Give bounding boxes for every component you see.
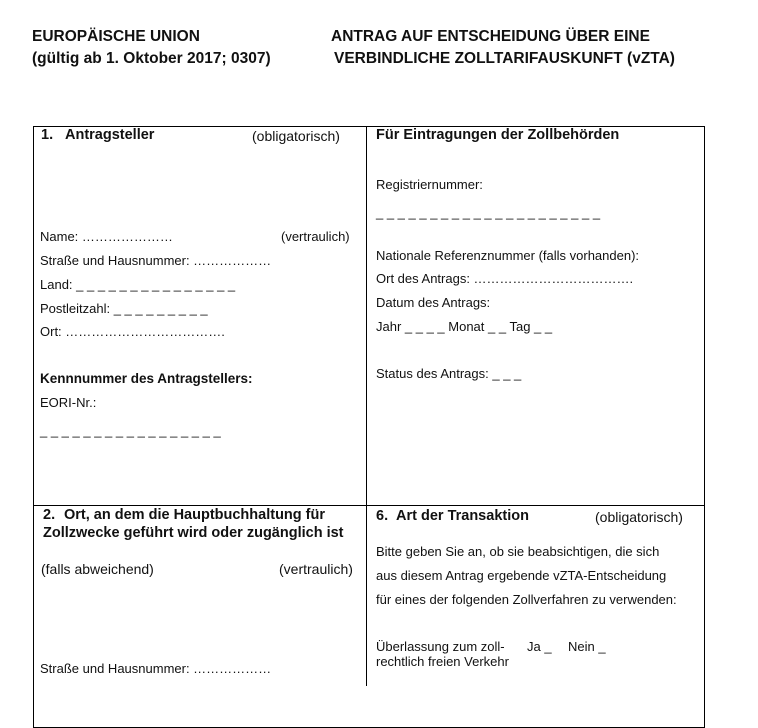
box2-if-different: (falls abweichend) <box>41 561 154 577</box>
applicant-name-field[interactable]: Name: ………………… <box>40 229 173 244</box>
header-left <box>32 26 271 70</box>
applicant-id-title: Kennnummer des Antragstellers: <box>40 371 253 386</box>
application-date-fields[interactable]: Jahr _ _ _ _ Monat _ _ Tag _ _ <box>376 319 553 334</box>
applicant-confidential-note: (vertraulich) <box>281 229 350 244</box>
box6-obligatory: (obligatorisch) <box>595 509 683 525</box>
applicant-country-field[interactable]: Land: _ _ _ _ _ _ _ _ _ _ _ _ _ _ _ <box>40 277 236 292</box>
national-reference-label: Nationale Referenznummer (falls vorhanden): <box>376 248 640 263</box>
applicant-street-field[interactable]: Straße und Hausnummer: ……………… <box>40 253 272 268</box>
box1-number: 1. <box>41 127 54 143</box>
box6-instruction-line2: aus diesem Antrag ergebende vZTA-Entscheidung <box>376 568 667 583</box>
header-right <box>331 26 675 70</box>
box2-street-field[interactable]: Straße und Hausnummer: ……………… <box>40 661 272 676</box>
box2-confidential-note: (vertraulich) <box>279 561 353 577</box>
box2-number: 2. <box>43 507 56 523</box>
customs-section-title: Für Eintragungen der Zollbehörden <box>376 127 620 143</box>
union-title: EUROPÄISCHE UNION <box>32 28 200 45</box>
box6-title: Art der Transaktion <box>396 508 529 524</box>
box6-number: 6. <box>376 508 389 524</box>
form-title-line2: VERBINDLICHE ZOLLTARIFAUSKUNFT (vZTA) <box>334 50 675 67</box>
row-divider <box>33 505 704 506</box>
validity-note: (gültig ab 1. Oktober 2017; 0307) <box>32 50 271 67</box>
application-date-label: Datum des Antrags: <box>376 295 491 310</box>
box1-obligatory: (obligatorisch) <box>252 128 340 144</box>
free-circulation-label-line2: rechtlich freien Verkehr <box>376 654 509 669</box>
free-circulation-yes-option[interactable]: Ja _ <box>527 639 552 654</box>
box2-title-line1: Ort, an dem die Hauptbuchhaltung für <box>64 507 325 523</box>
eori-label: EORI-Nr.: <box>40 395 97 410</box>
applicant-city-field[interactable]: Ort: ………………………………. <box>40 324 225 339</box>
registry-number-label: Registriernummer: <box>376 177 483 192</box>
box6-instruction-line1: Bitte geben Sie an, ob sie beabsichtigen, die sich <box>376 544 660 559</box>
applicant-postcode-field[interactable]: Postleitzahl: _ _ _ _ _ _ _ _ _ <box>40 301 208 316</box>
free-circulation-no-option[interactable]: Nein _ <box>568 639 606 654</box>
eori-number-field[interactable]: _ _ _ _ _ _ _ _ _ _ _ _ _ _ _ _ _ <box>40 423 221 438</box>
box2-title-line2: Zollzwecke geführt wird oder zugänglich ist <box>43 525 344 541</box>
column-divider <box>366 126 367 686</box>
application-status-field[interactable]: Status des Antrags: _ _ _ <box>376 366 522 381</box>
box6-instruction-line3: für eines der folgenden Zollverfahren zu verwenden: <box>376 592 677 607</box>
free-circulation-label-line1: Überlassung zum zoll- <box>376 639 505 654</box>
form-title-line1: ANTRAG AUF ENTSCHEIDUNG ÜBER EINE <box>331 28 650 45</box>
box1-title: Antragsteller <box>65 127 155 143</box>
application-place-field[interactable]: Ort des Antrags: ………………………………. <box>376 271 634 286</box>
registry-number-field[interactable]: _ _ _ _ _ _ _ _ _ _ _ _ _ _ _ _ _ _ _ _ _ <box>376 205 601 220</box>
